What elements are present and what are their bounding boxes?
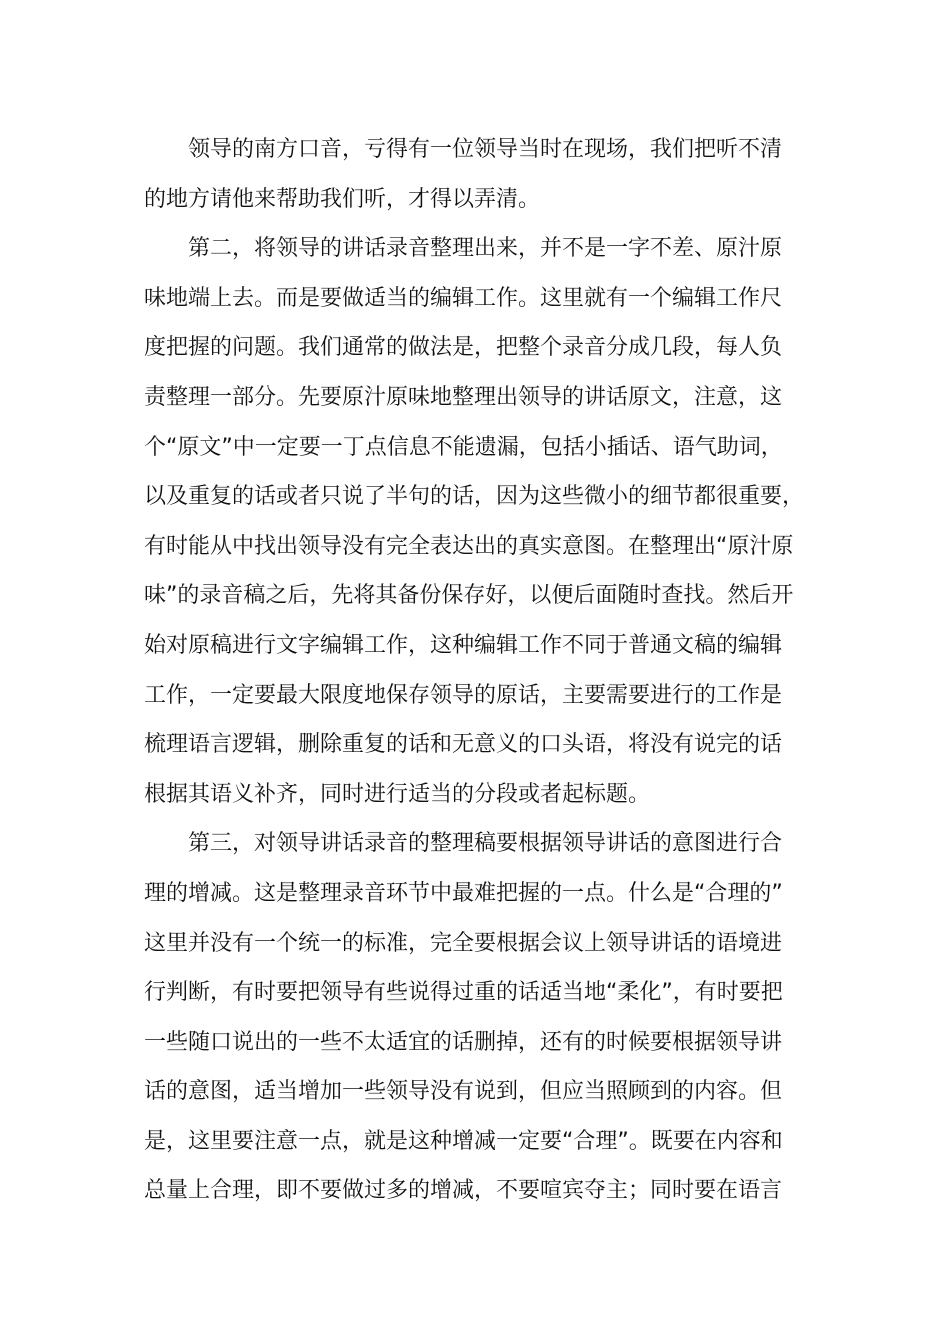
text-line: 责整理一部分。先要原汁原味地整理出领导的讲话原文，注意，这 <box>144 384 783 410</box>
text-line: 根据其语义补齐，同时进行适当的分段或者起标题。 <box>144 781 651 807</box>
text-line: 的地方请他来帮助我们听，才得以弄清。 <box>144 186 541 212</box>
text-line: 话的意图，适当增加一些领导没有说到，但应当照顾到的内容。但 <box>144 1079 783 1105</box>
document-body <box>144 125 824 1216</box>
text-line: 味地端上去。而是要做适当的编辑工作。这里就有一个编辑工作尺 <box>144 285 783 311</box>
text-line: 领导的南方口音，亏得有一位领导当时在现场，我们把听不清 <box>188 137 783 162</box>
text-line: 度把握的问题。我们通常的做法是，把整个录音分成几段，每人负 <box>144 335 783 361</box>
text-line: 梳理语言逻辑，删除重复的话和无意义的口头语，将没有说完的话 <box>144 732 783 758</box>
text-line: 行判断，有时要把领导有些说得过重的话适当地“柔化”，有时要把 <box>144 980 783 1006</box>
text-line: 个“原文”中一定要一丁点信息不能遗漏，包括小插话、语气助词， <box>144 434 783 460</box>
text-line: 理的增减。这是整理录音环节中最难把握的一点。什么是“合理的” <box>144 880 783 906</box>
text-line: 以及重复的话或者只说了半句的话，因为这些微小的细节都很重要， <box>144 484 805 510</box>
text-line: 第三，对领导讲话录音的整理稿要根据领导讲话的意图进行合 <box>188 831 783 857</box>
text-line: 始对原稿进行文字编辑工作，这种编辑工作不同于普通文稿的编辑 <box>144 632 783 658</box>
text-line: 第二，将领导的讲话录音整理出来，并不是一字不差、原汁原 <box>188 236 783 262</box>
text-line: 工作，一定要最大限度地保存领导的原话，主要需要进行的工作是 <box>144 682 783 708</box>
text-line: 一些随口说出的一些不太适宜的话删掉，还有的时候要根据领导讲 <box>144 1029 783 1055</box>
text-line: 有时能从中找出领导没有完全表达出的真实意图。在整理出“原汁原 <box>144 533 794 559</box>
text-line: 总量上合理，即不要做过多的增减，不要喧宾夺主；同时要在语言 <box>144 1178 783 1204</box>
text-line: 这里并没有一个统一的标准，完全要根据会议上领导讲话的语境进 <box>144 930 783 956</box>
text-line: 是，这里要注意一点，就是这种增减一定要“合理”。既要在内容和 <box>144 1128 783 1154</box>
text-line: 味”的录音稿之后，先将其备份保存好，以便后面随时查找。然后开 <box>144 583 794 609</box>
